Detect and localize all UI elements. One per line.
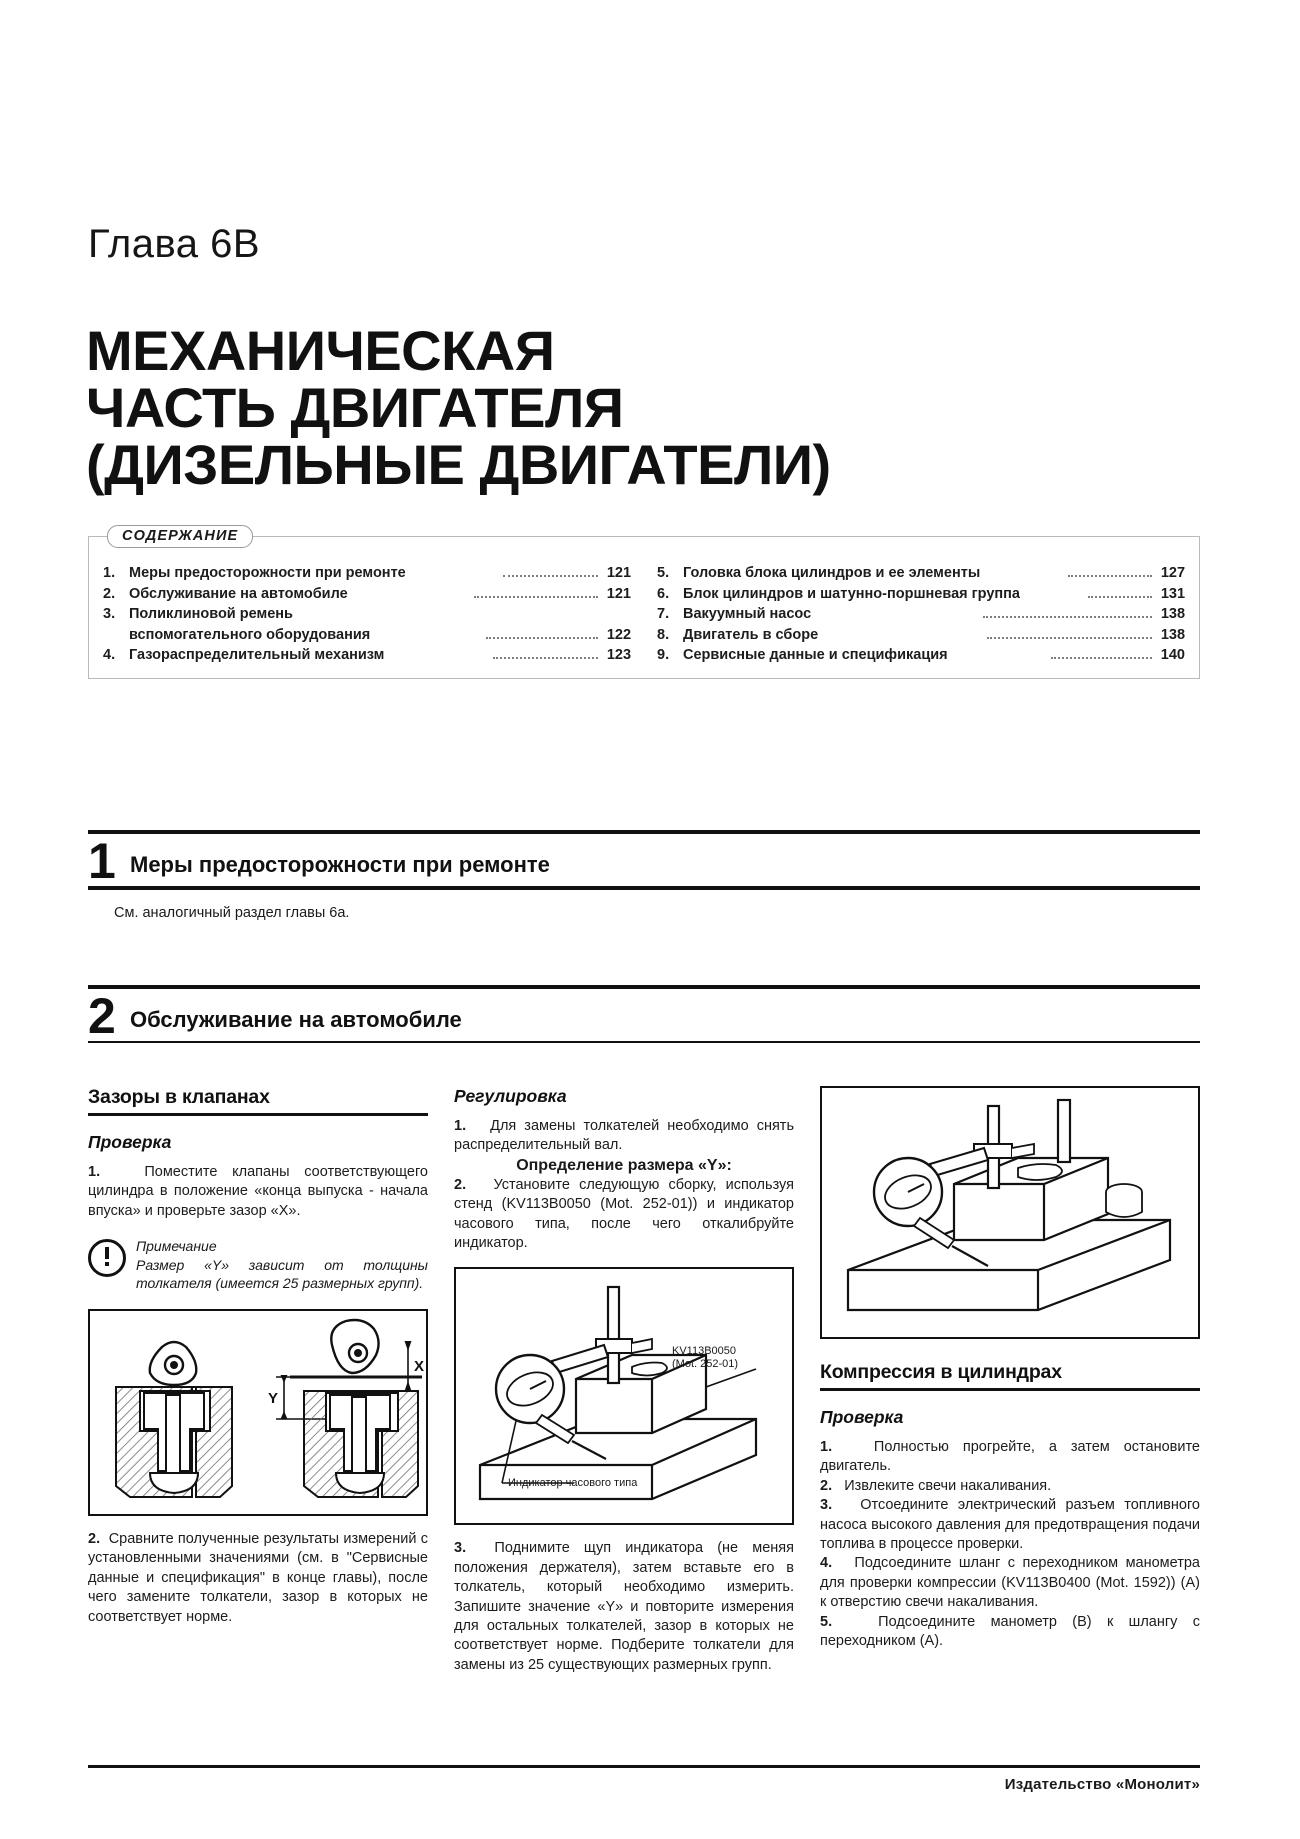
page-title: [86, 319, 1096, 496]
toc-entry-page: 138: [1160, 606, 1186, 622]
note-title: Примечание: [136, 1238, 217, 1255]
toc-entry-number: 4.: [103, 647, 116, 663]
toc-entry-page: 123: [606, 647, 632, 663]
compression-step-5: [820, 1613, 1200, 1652]
toc-entry-page: 122: [606, 626, 632, 643]
compression-step-2: [820, 1477, 1200, 1496]
figure-label-tool-line-1: KV113B0050: [672, 1345, 737, 1358]
step-text: Полностью прогрейте, а затем остановите двигатель.: [820, 1439, 1200, 1475]
figure-label-dial-gauge: Индикатор часового типа: [508, 1477, 638, 1490]
figure-label-tool: [672, 1345, 738, 1371]
exclamation-icon: [88, 1239, 126, 1277]
section-2-title: Обслуживание на автомобиле: [130, 1007, 462, 1032]
compression-tool-figure: [820, 1086, 1200, 1339]
toc-entry[interactable]: [657, 604, 1185, 625]
figure-label-tool-line-2: (Mot. 252-01): [672, 1358, 739, 1371]
toc-entry-number: 7.: [657, 606, 670, 622]
column-middle: [454, 1086, 794, 1675]
toc-entry[interactable]: [103, 563, 631, 584]
toc-entry-page: 121: [606, 585, 631, 602]
section-2-rule-bottom: [88, 1041, 1200, 1043]
valve-clearance-step-2: [88, 1530, 428, 1627]
toc-leader-dots: [1088, 596, 1153, 598]
page-title-line-3: (ДИЗЕЛЬНЫЕ ДВИГАТЕЛИ): [86, 433, 831, 496]
toc-entry-label: Головка блока цилиндров и ее элементы: [683, 565, 981, 581]
section-1-title: Меры предосторожности при ремонте: [130, 852, 550, 877]
toc-entry-label: Поликлиновой ремень: [129, 606, 293, 622]
adjustment-step-2: [454, 1176, 794, 1254]
note-body: Размер «Y» зависит от толщины толкателя (имеется 25 размерных групп).: [136, 1256, 428, 1292]
valve-clearance-figure: [88, 1309, 428, 1516]
toc-leader-dots: [486, 637, 598, 639]
toc-entry-label: Блок цилиндров и шатунно-поршневая группа: [683, 585, 1020, 602]
section-2: [88, 985, 1200, 1043]
toc-leader-dots: [503, 575, 598, 577]
page-footer: [88, 1765, 1200, 1793]
toc-entry[interactable]: [103, 645, 631, 666]
section-1: [88, 830, 1200, 923]
compression-tool-svg: [822, 1088, 1198, 1337]
toc-entry-label: Двигатель в сборе: [683, 626, 819, 643]
step-number: 4.: [820, 1555, 833, 1572]
toc-entry-number: 5.: [657, 565, 670, 581]
step-text: Сравните полученные результаты измерений с установленными значениями (см. в "Сервисные данные и спецификация" в конце главы), после чего замените толкатели, зазор в которых не соответствует норме.: [88, 1531, 428, 1625]
step-text: Поднимите щуп индикатора (не меняя положения держателя), затем вставьте его в толкатель, который необходимо измерить. Запишите значение «Y» и повторите измерения для остальных толкателей, зазор в которых не соответствует норме. Подберите толкатели для замены из 25 существующих размерных групп.: [454, 1540, 794, 1673]
toc-tab-label: СОДЕРЖАНИЕ: [107, 525, 253, 548]
step-number: 1.: [454, 1118, 467, 1134]
step-text: Отсоедините электрический разъем топливного насоса высокого давления для предотвращения подачи топлива в процессе проверки.: [820, 1497, 1200, 1553]
toc-entry-number: 2.: [103, 585, 116, 602]
toc-leader-dots: [1068, 575, 1152, 577]
step-text: Для замены толкателей необходимо снять распределительный вал.: [454, 1118, 795, 1154]
toc-entry-continuation[interactable]: [103, 625, 631, 646]
toc-entry-label: Обслуживание на автомобиле: [129, 585, 348, 602]
toc-leader-dots: [983, 616, 1152, 618]
toc-box: [88, 528, 1200, 679]
toc-entry-number: 1.: [103, 565, 116, 581]
toc-entry-label-line2: вспомогательного оборудования: [129, 626, 371, 643]
section-2-number: 2: [88, 988, 116, 1044]
step-text: Установите следующую сборку, используя стенд (KV113B0050 (Mot. 252-01)) и индикатор часового типа, после чего откалибруйте индикатор.: [454, 1176, 794, 1252]
toc-entry-page: 140: [1160, 647, 1185, 663]
body-columns: [88, 1086, 1200, 1746]
adjustment-step-1: [454, 1117, 794, 1156]
toc-entry-page: 131: [1160, 585, 1186, 602]
toc-entry[interactable]: [657, 563, 1185, 584]
valve-cross-section-svg: [90, 1311, 426, 1514]
adjustment-step-3: [454, 1539, 794, 1675]
toc-leader-dots: [474, 596, 598, 598]
size-determination-label: Определение размера «Y»:: [516, 1156, 732, 1174]
toc-entry[interactable]: [103, 604, 631, 625]
toc-column-right: [657, 563, 1185, 666]
compression-heading: Компрессия в цилиндрах: [820, 1361, 1200, 1391]
page-title-line-1: МЕХАНИЧЕСКАЯ: [86, 319, 555, 382]
adjustment-subheading: Регулировка: [454, 1086, 567, 1106]
toc-entry-number: 6.: [657, 585, 670, 602]
svg-text:X: X: [414, 1358, 425, 1375]
step-text: Подсоедините манометр (B) к шлангу с переходником (A).: [820, 1613, 1200, 1650]
compression-step-1: [820, 1438, 1200, 1477]
compression-check-subheading: Проверка: [820, 1407, 904, 1427]
toc-entry[interactable]: [103, 584, 631, 605]
column-right: [820, 1086, 1200, 1651]
toc-entry-label: Сервисные данные и спецификация: [683, 647, 948, 663]
step-number: 2.: [820, 1477, 833, 1494]
svg-text:Y: Y: [268, 1390, 279, 1407]
toc-entry-label: Газораспределительный механизм: [129, 647, 385, 663]
toc-column-left: [103, 563, 631, 666]
toc-entry-page: 138: [1160, 626, 1186, 643]
step-number: 3.: [454, 1540, 467, 1557]
toc-entry[interactable]: [657, 625, 1185, 646]
toc-entry-number: 9.: [657, 647, 670, 663]
toc-entry-label: Вакуумный насос: [683, 606, 812, 622]
publisher-label: Издательство «Монолит»: [1004, 1776, 1200, 1793]
step-number: 1.: [88, 1164, 101, 1180]
step-number: 2.: [88, 1531, 101, 1547]
toc-entry-number: 8.: [657, 626, 670, 643]
toc-entry-number: 3.: [103, 606, 116, 622]
section-1-number: 1: [88, 833, 116, 889]
step-text: Извлеките свечи накаливания.: [844, 1477, 1052, 1494]
valve-clearance-step-1: [88, 1163, 428, 1221]
note-block: [88, 1237, 428, 1293]
toc-entry[interactable]: [657, 584, 1185, 605]
chapter-label: Глава 6B: [88, 222, 261, 266]
toc-entry-page: 127: [1160, 565, 1186, 581]
table-of-contents: [88, 528, 1200, 679]
valve-clearance-check-subheading: Проверка: [88, 1132, 172, 1152]
dial-gauge-stand-figure: [454, 1267, 794, 1525]
toc-entry[interactable]: [657, 645, 1185, 666]
step-number: 5.: [820, 1613, 833, 1630]
step-number: 2.: [454, 1176, 467, 1193]
compression-step-4: [820, 1554, 1200, 1612]
section-1-body: См. аналогичный раздел главы 6а.: [114, 905, 350, 921]
page-title-line-2: ЧАСТЬ ДВИГАТЕЛЯ: [86, 376, 624, 439]
column-left: [88, 1086, 428, 1627]
valve-clearance-heading: Зазоры в клапанах: [88, 1086, 428, 1116]
step-text: Подсоедините шланг с переходником манометра для проверки компрессии (KV113B0400 (Mot. 1592)) (A) к отверстию свечи накаливания.: [820, 1555, 1200, 1611]
toc-leader-dots: [1051, 657, 1152, 659]
toc-entry-page: 121: [606, 565, 632, 581]
step-text: Поместите клапаны соответствующего цилиндра в положение «конца выпуска - начала впуска» и проверьте зазор «X».: [88, 1164, 428, 1219]
step-number: 1.: [820, 1439, 833, 1455]
toc-entry-label: Меры предосторожности при ремонте: [129, 565, 406, 581]
toc-leader-dots: [987, 637, 1152, 639]
step-number: 3.: [820, 1497, 833, 1514]
toc-leader-dots: [493, 657, 598, 659]
compression-step-3: [820, 1496, 1200, 1554]
